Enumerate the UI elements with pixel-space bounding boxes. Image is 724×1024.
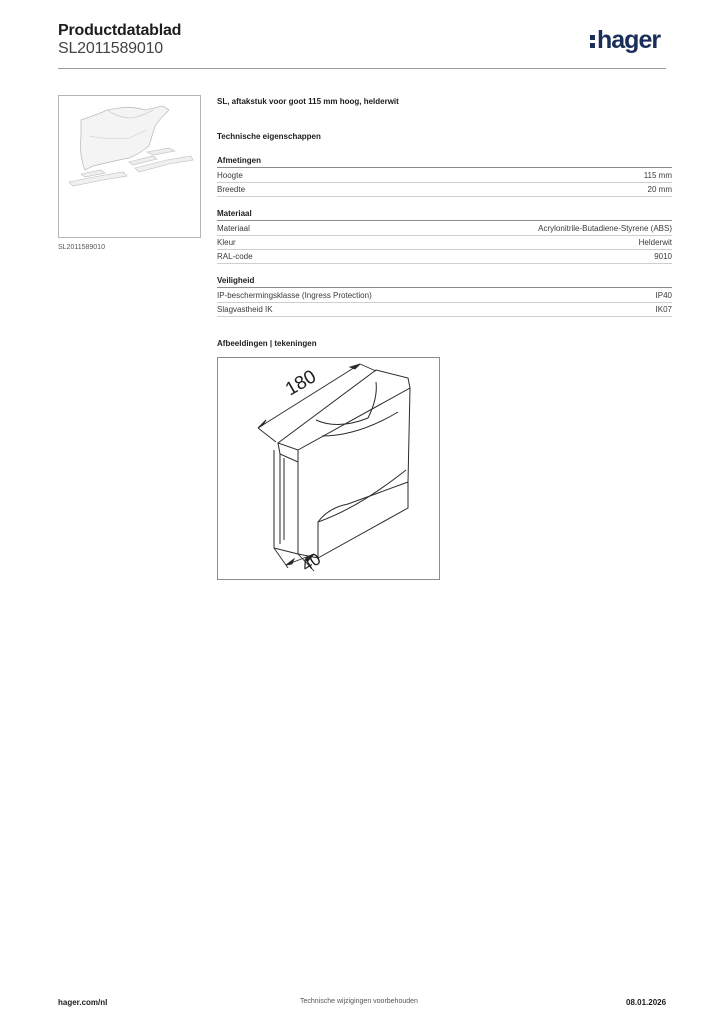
product-photo-image — [59, 96, 200, 237]
property-value: 20 mm — [647, 185, 672, 194]
product-name: SL, aftakstuk voor goot 115 mm hoog, helderwit — [217, 97, 399, 106]
technical-drawing-image — [218, 358, 439, 579]
technical-properties-heading: Technische eigenschappen — [217, 132, 321, 141]
footer-website[interactable]: hager.com/nl — [58, 998, 108, 1007]
group-heading-dimensions: Afmetingen — [217, 156, 672, 168]
property-label: Kleur — [217, 238, 236, 247]
footer-notice: Technische wijzigingen voorbehouden — [300, 998, 418, 1005]
header-divider — [58, 68, 666, 69]
property-row — [217, 236, 672, 250]
property-row — [217, 169, 672, 183]
footer-date: 08.01.2026 — [626, 998, 667, 1007]
product-photo — [58, 95, 201, 238]
dimension-length-label: 180 — [282, 366, 320, 401]
property-row — [217, 222, 672, 236]
property-row — [217, 289, 672, 303]
product-reference: SL2011589010 — [58, 40, 163, 57]
logo-text: hager — [597, 26, 661, 54]
property-label: RAL-code — [217, 252, 253, 261]
property-label: Breedte — [217, 185, 246, 194]
property-row — [217, 250, 672, 264]
property-value: IP40 — [655, 291, 672, 300]
property-row — [217, 183, 672, 197]
logo-dots-icon — [590, 32, 595, 51]
technical-drawing — [217, 357, 440, 580]
property-label: Materiaal — [217, 224, 250, 233]
property-value: IK07 — [655, 305, 672, 314]
property-value: 115 mm — [643, 171, 672, 180]
photo-caption: SL2011589010 — [58, 244, 105, 251]
property-value: 9010 — [654, 252, 672, 261]
drawings-heading: Afbeeldingen | tekeningen — [217, 339, 317, 348]
property-label: Slagvastheid IK — [217, 305, 273, 314]
group-heading-material: Materiaal — [217, 209, 672, 221]
property-value: Helderwit — [638, 238, 672, 247]
hager-logo — [590, 26, 660, 55]
document-title: Productdatablad — [58, 22, 182, 39]
property-label: IP-beschermingsklasse (Ingress Protection) — [217, 291, 372, 300]
property-row — [217, 303, 672, 317]
property-value: Acrylonitrile-Butadiene-Styrene (ABS) — [538, 224, 672, 233]
dimension-width-label: 40 — [298, 549, 325, 576]
group-heading-safety: Veiligheid — [217, 276, 672, 288]
property-label: Hoogte — [217, 171, 243, 180]
